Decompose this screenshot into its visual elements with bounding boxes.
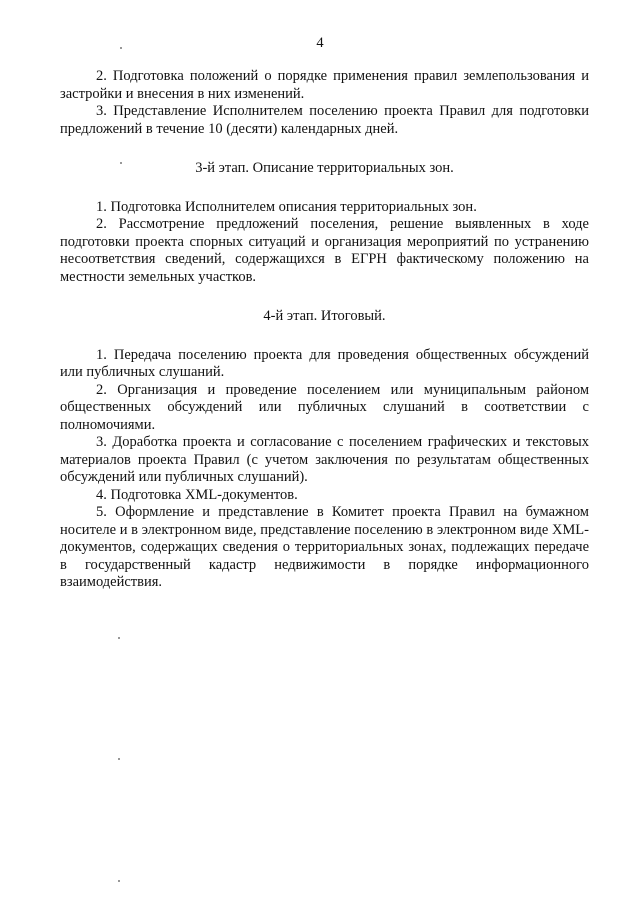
paragraph-stage4-item-3: 3. Доработка проекта и согласование с поселением графических и текстовых материалов проекта Правил (с учетом заключения по результатам общественных обсуждений или публичных слушаний).	[60, 434, 589, 485]
scan-speck	[120, 162, 122, 164]
stage3-heading: 3-й этап. Описание территориальных зон.	[195, 160, 454, 176]
scan-speck	[118, 880, 120, 882]
paragraph-stage3-item-1: 1. Подготовка Исполнителем описания территориальных зон.	[96, 198, 477, 215]
paragraph-stage3-item-2: 2. Рассмотрение предложений поселения, решение выявленных в ходе подготовки проекта спорных ситуаций и организация мероприятий по устранению несоответствия сведений, содержащихся в ЕГРН фактическому положению на местности земельных участков.	[60, 216, 589, 285]
paragraph-stage2-item-3: 3. Представление Исполнителем поселению проекта Правил для подготовки предложений в течение 10 (десяти) календарных дней.	[60, 103, 589, 137]
paragraph-stage2-item-2: 2. Подготовка положений о порядке применения правил землепользования и застройки и внесения в них изменений.	[60, 68, 589, 102]
scan-speck	[118, 758, 120, 760]
paragraph-stage4-item-4: 4. Подготовка XML-документов.	[96, 486, 298, 503]
document-body	[60, 68, 589, 592]
paragraph-stage4-item-1: 1. Передача поселению проекта для проведения общественных обсуждений или публичных слушаний.	[60, 346, 589, 380]
scan-speck	[120, 47, 122, 49]
paragraph-stage4-item-5: 5. Оформление и представление в Комитет проекта Правил на бумажном носителе и в электронном виде, представление поселению в электронном виде XML-документов, содержащих сведения о территориальных зонах, подлежащих передаче в государственный кадастр недвижимости в порядке информационного взаимодействия.	[60, 504, 589, 590]
scan-speck	[118, 637, 120, 639]
page-number: 4	[316, 35, 324, 51]
stage4-heading: 4-й этап. Итоговый.	[263, 308, 386, 324]
paragraph-stage4-item-2: 2. Организация и проведение поселением или муниципальным районом общественных обсуждений или публичных слушаний в соответствии с полномочиями.	[60, 381, 589, 433]
